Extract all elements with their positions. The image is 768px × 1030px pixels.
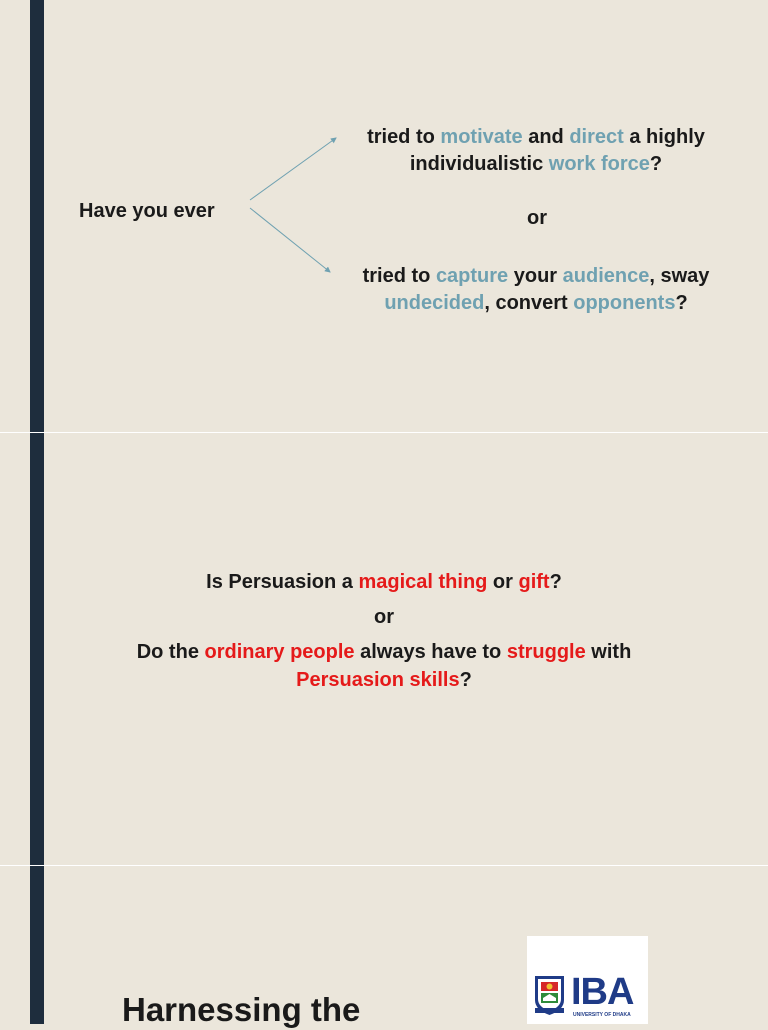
highlight-text: work force	[548, 153, 650, 175]
branch-arrows-icon	[246, 130, 342, 278]
highlight-text: ordinary people	[204, 641, 355, 663]
left-accent-bar	[30, 0, 44, 432]
option-motivate	[330, 124, 742, 178]
text-segment: , convert	[484, 292, 574, 314]
text-segment: Do the	[136, 641, 205, 663]
text-segment: always have to	[354, 641, 507, 663]
university-crest-icon	[533, 974, 566, 1016]
option-motivate-line-1	[330, 124, 742, 151]
highlight-text: Persuasion skills	[296, 669, 460, 691]
slide-title-text: Harnessing the	[122, 991, 361, 1028]
text-segment: tried to	[367, 126, 441, 148]
logo-subtitle: UNIVERSITY OF DHAKA	[573, 1012, 631, 1018]
text-segment: a highly	[623, 126, 705, 148]
option-motivate-line-2	[330, 151, 742, 178]
slide-separator	[0, 432, 768, 433]
text-segment: ?	[675, 292, 688, 314]
text-segment: your	[508, 265, 563, 287]
or-label: or	[527, 207, 547, 229]
slide-persuasion-question	[0, 433, 768, 865]
text-segment: and	[522, 126, 570, 148]
highlight-text: gift	[518, 571, 550, 593]
slide-have-you-ever	[0, 0, 768, 432]
lead-text: Have you ever	[79, 200, 215, 222]
highlight-text: struggle	[506, 641, 586, 663]
highlight-text: magical thing	[358, 571, 488, 593]
left-accent-bar	[30, 866, 44, 1024]
text-segment: , sway	[649, 265, 710, 287]
highlight-text: audience	[562, 265, 650, 287]
option-capture-line-2	[330, 290, 742, 317]
logo-abbreviation: IBA	[571, 971, 634, 1013]
text-segment: individualistic	[409, 153, 549, 175]
text-segment: ?	[549, 571, 562, 593]
option-capture-line-1	[330, 263, 742, 290]
option-capture	[330, 263, 742, 317]
slide-title	[0, 866, 768, 1028]
highlight-text: direct	[569, 126, 624, 148]
highlight-text: motivate	[440, 126, 523, 148]
highlight-text: opponents	[573, 292, 676, 314]
question-magical	[60, 569, 708, 596]
text-segment: tried to	[362, 265, 436, 287]
iba-logo	[527, 936, 648, 1024]
text-segment: with	[585, 641, 632, 663]
text-segment: Is Persuasion a	[206, 571, 359, 593]
slide-separator	[0, 865, 768, 866]
highlight-text: undecided	[384, 292, 485, 314]
question-ordinary-line-1	[60, 639, 708, 666]
left-accent-bar	[30, 433, 44, 865]
text-segment: or	[487, 571, 519, 593]
question-ordinary-line-2	[60, 667, 708, 694]
highlight-text: capture	[435, 265, 509, 287]
or-label: or	[374, 606, 394, 628]
text-segment: ?	[459, 669, 472, 691]
text-segment: ?	[649, 153, 663, 175]
